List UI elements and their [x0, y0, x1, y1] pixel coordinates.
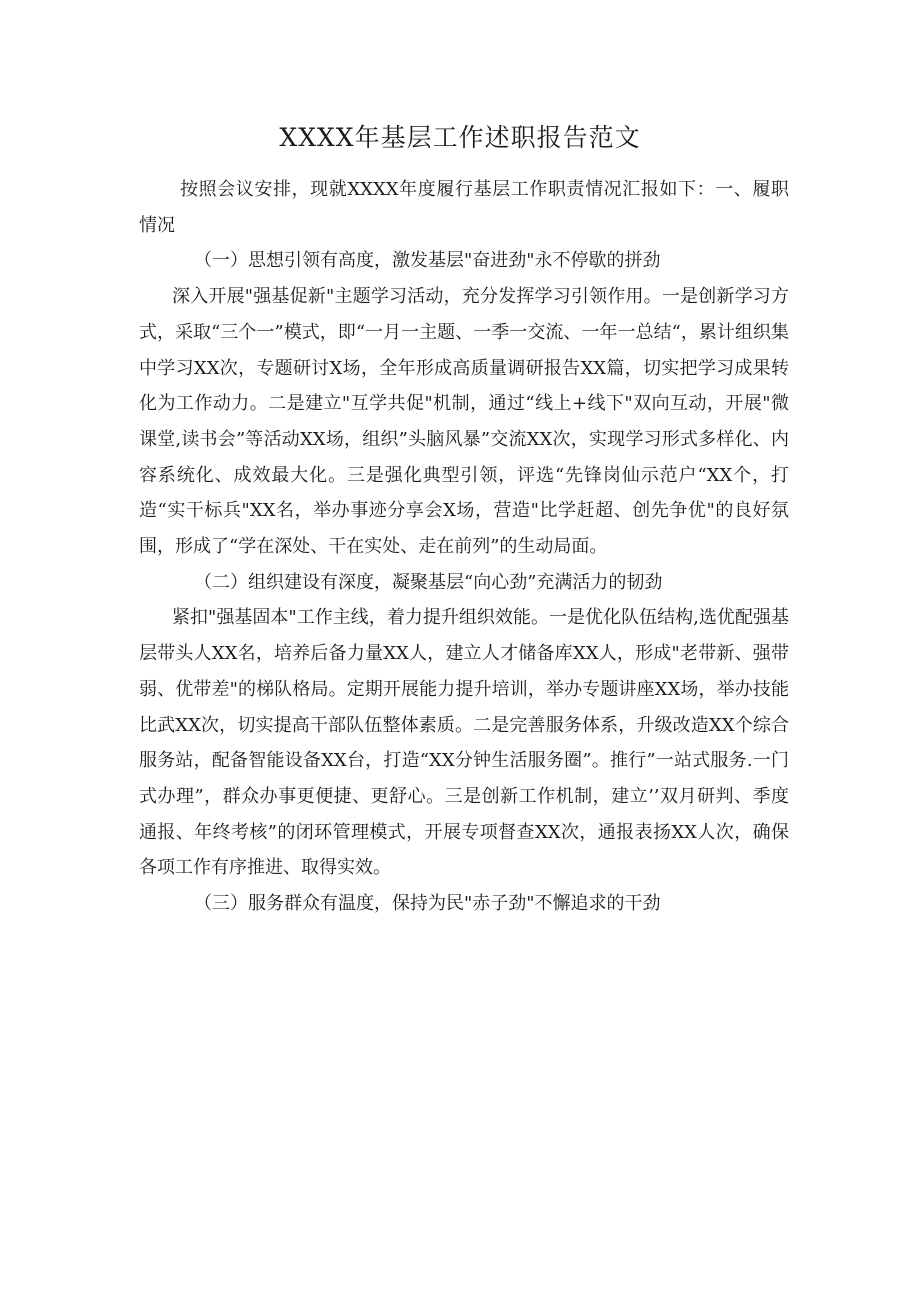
document-body: [139, 172, 789, 922]
section-heading-3: （三）服务群众有温度，保持为民"赤子劲"不懈追求的干劲: [194, 893, 661, 915]
section-heading-2: （二）组织建设有深度，凝聚基层“向心劲”充满活力的韧劲: [194, 571, 663, 593]
section-paragraph-1: 深入开展"强基促新"主题学习活动，充分发挥学习引领作用。一是创新学习方式，采取“三个一”模式，即“一月一主题、一季一交流、一年一总结“，累计组织集中学习XX次，专题研讨X场，全年形成高质量调研报告XX篇，切实把学习成果转化为工作动力。二是建立"互学共促"机制，通过“线上+线下"双向互动，开展"微课堂,读书会”等活动XX场，组织”头脑风暴”交流XX次，实现学习形式多样化、内容系统化、成效最大化。三是强化典型引领，评选“先锋岗仙示范户“XX个，打造“实干标兵"XX名，举办事迹分享会X场，营造"比学赶超、创先争优"的良好氛围，形成了“学在深处、干在实处、走在前列”的生动局面。: [139, 286, 789, 558]
intro-paragraph: 按照会议安排，现就XXXX年度履行基层工作职责情况汇报如下：一、履职情况: [139, 179, 789, 236]
section-heading-1: （一）思想引领有高度，激发基层"奋进劲"永不停歇的拼劲: [194, 250, 661, 272]
document-title: XXXX年基层工作述职报告范文: [279, 123, 641, 152]
section-paragraph-2: 紧扣"强基固本"工作主线，着力提升组织效能。一是优化队伍结构,选优配强基层带头人XX名，培养后备力量XX人，建立人才储备库XX人，形成"老带新、强带弱、优带差"的梯队格局。定期开展能力提升培训，举办专题讲座XX场，举办技能比武XX次，切实提高干部队伍整体素质。二是完善服务体系，升级改造XX个综合服务站，配备智能设备XX台，打造“XX分钟生活服务圈”。推行”一站式服务.一门式办理”，群众办事更便捷、更舒心。三是创新工作机制，建立’’双月研判、季度通报、年终考核”的闭环管理模式，开展专项督查XX次，通报表扬XX人次，确保各项工作有序推进、取得实效。: [139, 607, 789, 879]
